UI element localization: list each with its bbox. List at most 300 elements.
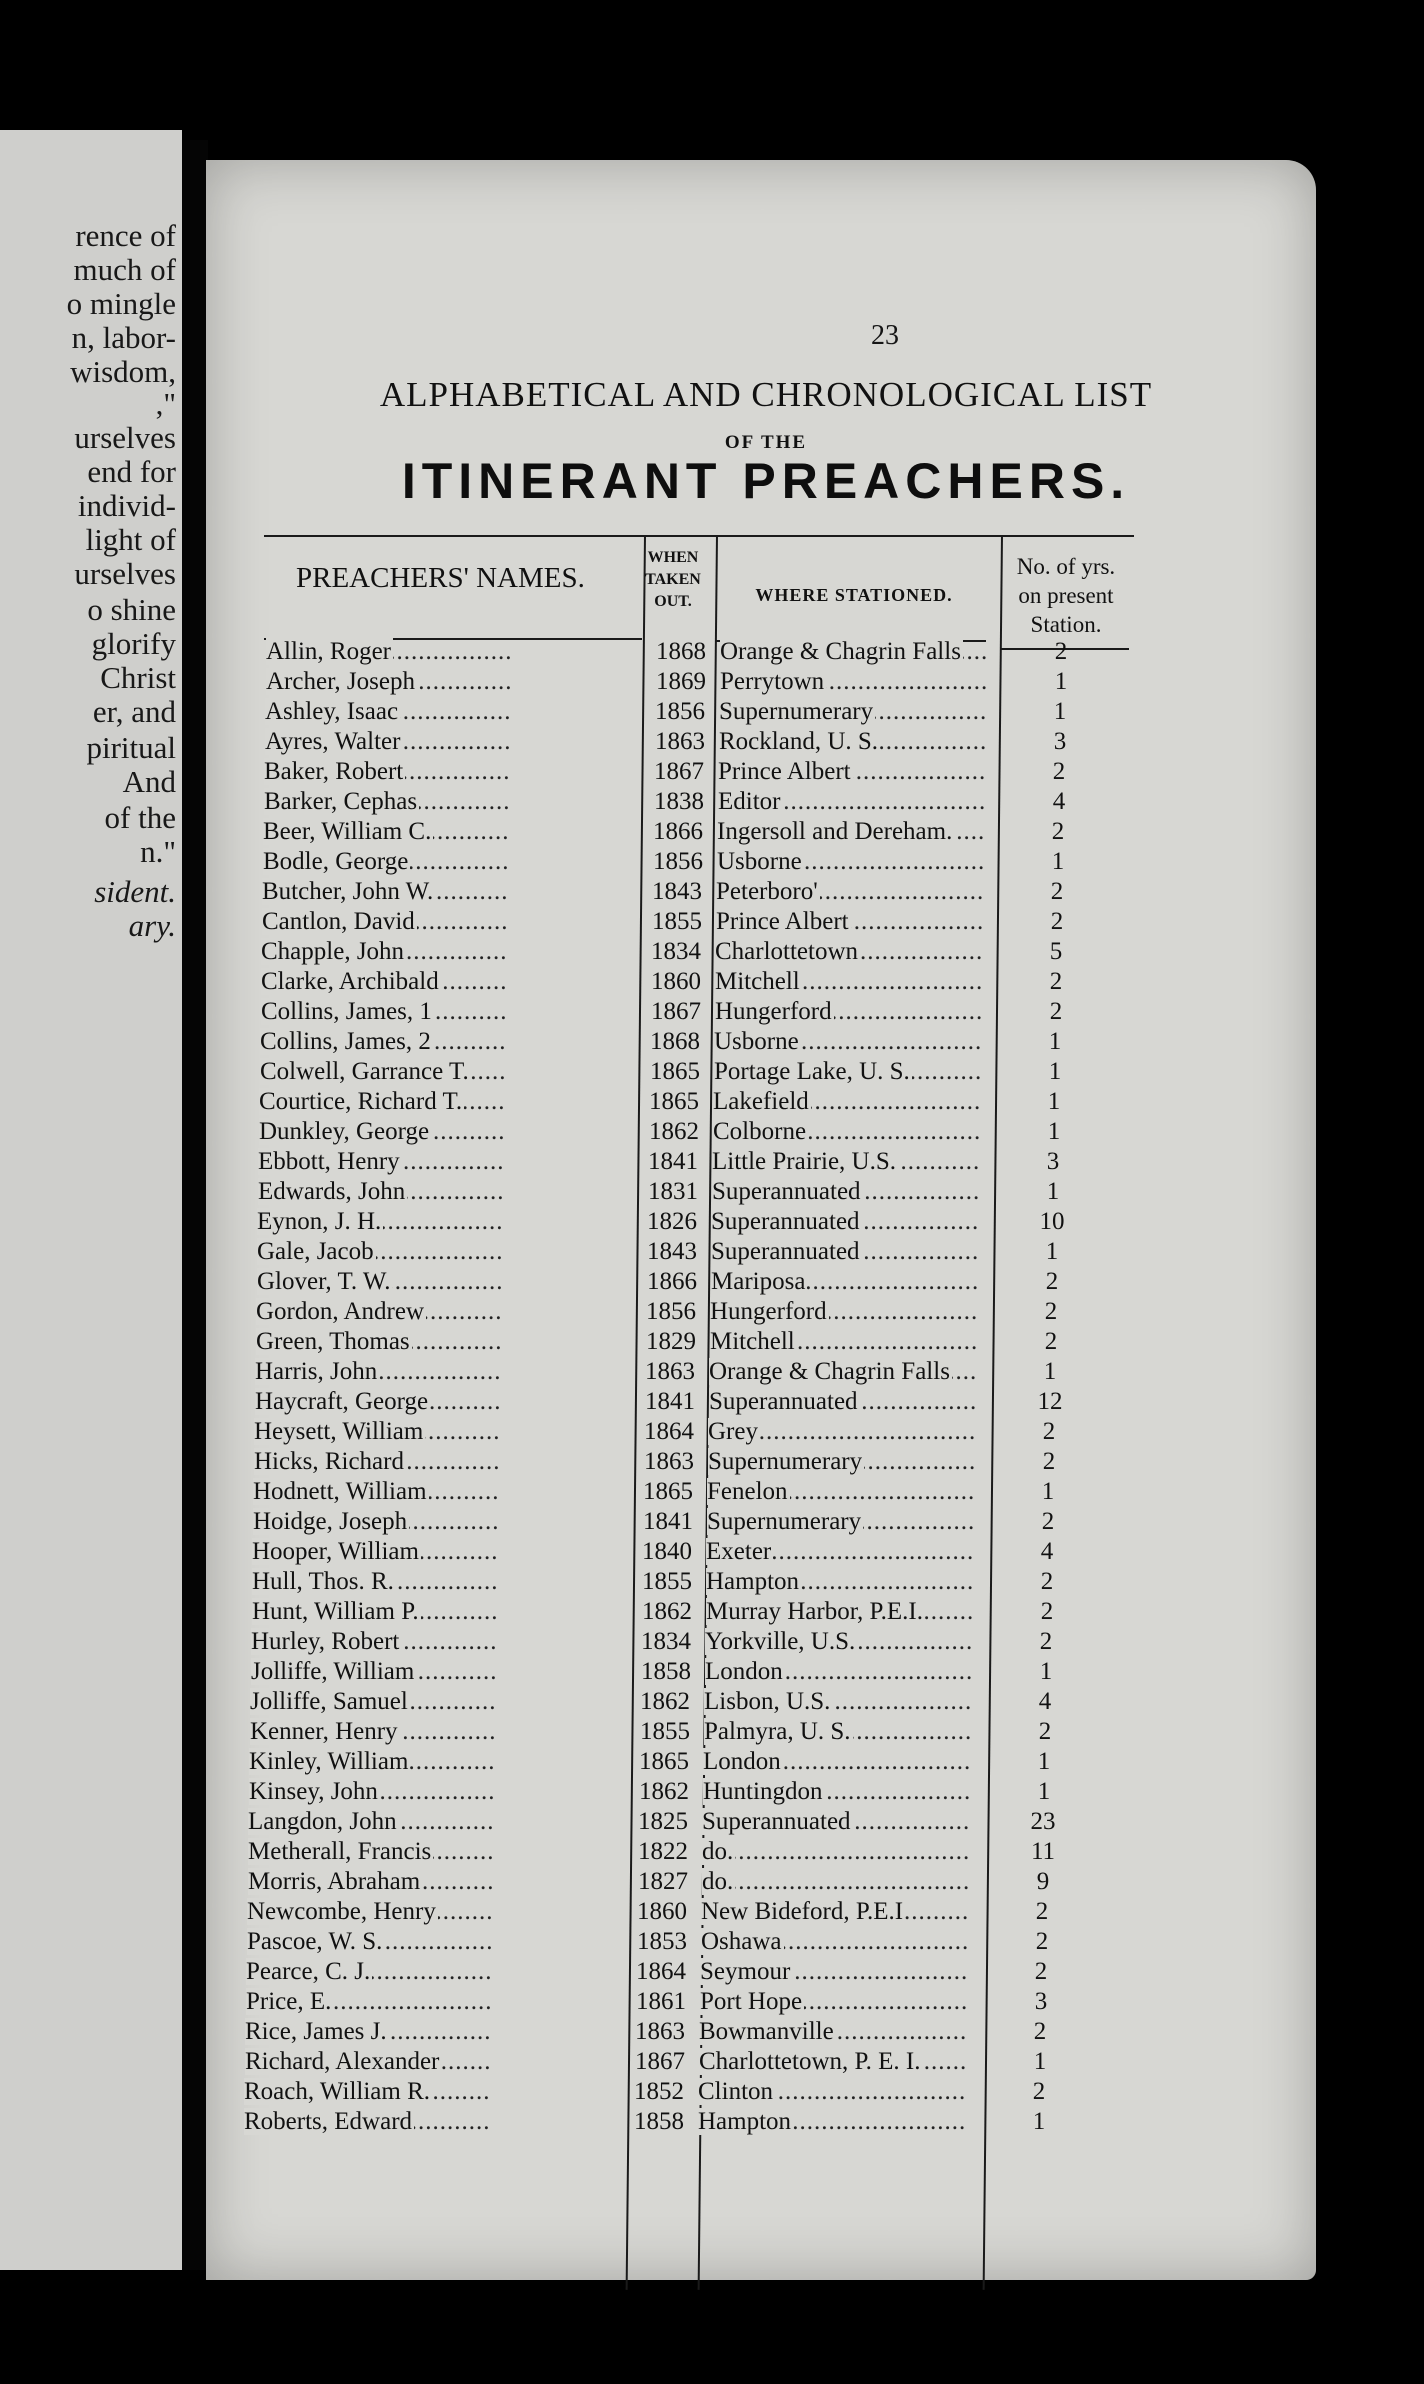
station-cell — [702, 1838, 970, 1866]
facing-page-text-fragment: ary. — [128, 908, 176, 943]
facing-page-text-fragment: piritual — [86, 730, 176, 765]
station-name: Mitchell — [715, 968, 800, 995]
station-cell — [720, 638, 988, 666]
preacher-name-cell — [249, 1748, 494, 1776]
preacher-name-cell — [244, 2078, 489, 2106]
years-on-station: 1 — [1047, 1088, 1061, 1115]
years-on-station: 4 — [1040, 1538, 1054, 1565]
preacher-name-cell — [265, 728, 510, 756]
year-taken-out: 1867 — [654, 758, 704, 785]
years-on-station: 1 — [1046, 1178, 1060, 1205]
station-cell — [710, 1328, 978, 1356]
years-on-station: 1 — [1053, 698, 1067, 725]
facing-page-text-fragment: urselves — [74, 556, 176, 591]
table-row — [206, 1928, 1206, 1958]
table-row — [206, 1238, 1206, 1268]
preacher-name: Pascoe, W. S. — [247, 1928, 383, 1955]
station-cell — [702, 1808, 970, 1836]
preacher-name-cell — [256, 1298, 501, 1326]
preacher-name: Langdon, John — [248, 1808, 397, 1835]
table-row — [206, 1988, 1206, 2018]
facing-page-text-fragment: sident. — [94, 874, 176, 909]
table-row — [206, 698, 1206, 728]
header-out: OUT. — [654, 593, 692, 610]
preacher-name-cell — [266, 638, 511, 666]
table-row — [206, 818, 1206, 848]
table-row — [206, 998, 1206, 1028]
table-row — [206, 968, 1206, 998]
preacher-name: Glover, T. W. — [257, 1268, 391, 1295]
station-cell — [712, 1178, 980, 1206]
page-heading: ITINERANT PREACHERS. — [401, 453, 1131, 509]
table-row — [206, 1268, 1206, 1298]
years-on-station: 10 — [1039, 1208, 1065, 1235]
preacher-name-cell — [259, 1118, 504, 1146]
years-on-station: 2 — [1035, 1928, 1049, 1955]
years-on-station: 1 — [1037, 1778, 1051, 1805]
preacher-name: Kinley, William — [249, 1748, 409, 1775]
year-taken-out: 1841 — [648, 1148, 698, 1175]
year-taken-out: 1838 — [654, 788, 704, 815]
preacher-name: Dunkley, George — [259, 1118, 430, 1145]
station-name: Superannuated — [709, 1388, 858, 1415]
station-cell — [710, 1298, 978, 1326]
table-row — [206, 1538, 1206, 1568]
station-name: Editor — [718, 788, 781, 815]
station-cell — [706, 1598, 974, 1626]
preacher-name: Chapple, John — [261, 938, 405, 965]
preacher-name-cell — [256, 1328, 501, 1356]
preacher-name: Colwell, Garrance T. — [260, 1058, 469, 1085]
year-taken-out: 1862 — [649, 1118, 699, 1145]
years-on-station: 2 — [1039, 1628, 1053, 1655]
table-top-rule — [264, 535, 1134, 537]
preacher-name: Baker, Robert — [264, 758, 404, 785]
years-on-station: 3 — [1034, 1988, 1048, 2015]
station-cell — [706, 1538, 974, 1566]
station-name: Usborne — [714, 1028, 799, 1055]
station-name: Supernumerary — [719, 698, 874, 725]
header-preachers-names: PREACHERS' NAMES. — [296, 562, 585, 594]
facing-page-fragment — [0, 130, 182, 2270]
station-name: Hampton — [706, 1568, 800, 1595]
year-taken-out: 1866 — [653, 818, 703, 845]
station-cell — [714, 1058, 982, 1086]
station-name: Hungerford — [710, 1298, 827, 1325]
facing-page-text-fragment: urselves — [74, 420, 176, 455]
preacher-name-cell — [252, 1598, 497, 1626]
preacher-name-cell — [248, 1868, 493, 1896]
preacher-name-cell — [264, 788, 509, 816]
preacher-name-cell — [248, 1838, 493, 1866]
station-name: London — [705, 1658, 783, 1685]
preacher-name-cell — [253, 1478, 498, 1506]
year-taken-out: 1867 — [635, 2048, 685, 2075]
preacher-name-cell — [261, 938, 506, 966]
preacher-name-cell — [250, 1688, 495, 1716]
preacher-name-cell — [265, 698, 510, 726]
preacher-name: Jolliffe, Samuel — [250, 1688, 408, 1715]
years-on-station: 2 — [1049, 998, 1063, 1025]
table-row — [206, 2018, 1206, 2048]
station-cell — [702, 1868, 970, 1896]
station-name: Yorkville, U.S. — [705, 1628, 856, 1655]
table-row — [206, 1448, 1206, 1478]
years-on-station: 2 — [1032, 2078, 1046, 2105]
station-cell — [713, 1118, 981, 1146]
station-name: Port Hope — [700, 1988, 803, 2015]
preacher-name: Hurley, Robert — [251, 1628, 400, 1655]
preacher-name: Barker, Cephas — [264, 788, 418, 815]
years-on-station: 2 — [1040, 1568, 1054, 1595]
table-row — [206, 638, 1206, 668]
table-row — [206, 1508, 1206, 1538]
station-cell — [706, 1568, 974, 1596]
station-name: Hungerford — [715, 998, 832, 1025]
years-on-station: 9 — [1036, 1868, 1050, 1895]
years-on-station: 4 — [1038, 1688, 1052, 1715]
preacher-name-cell — [260, 1028, 505, 1056]
year-taken-out: 1843 — [647, 1238, 697, 1265]
station-name: Superannuated — [711, 1238, 860, 1265]
station-cell — [708, 1418, 976, 1446]
header-when: WHEN — [647, 549, 699, 566]
years-on-station: 2 — [1044, 1298, 1058, 1325]
preacher-name-cell — [258, 1148, 503, 1176]
station-name: Fenelon — [707, 1478, 788, 1505]
preacher-name: Kinsey, John — [249, 1778, 378, 1805]
preacher-name: Collins, James, 2 — [260, 1028, 431, 1055]
table-row — [206, 1088, 1206, 1118]
preacher-name: Jolliffe, William — [251, 1658, 415, 1685]
facing-page-text-fragment: n." — [140, 834, 176, 869]
years-on-station: 2 — [1051, 818, 1065, 845]
station-cell — [714, 1028, 982, 1056]
table-row — [206, 788, 1206, 818]
preacher-name-cell — [262, 908, 507, 936]
station-cell — [716, 908, 984, 936]
year-taken-out: 1856 — [646, 1298, 696, 1325]
preacher-name: Gordon, Andrew — [256, 1298, 425, 1325]
preacher-name-cell — [252, 1568, 497, 1596]
station-name: Seymour — [700, 1958, 791, 1985]
preacher-name: Newcombe, Henry — [247, 1898, 436, 1925]
years-on-station: 1 — [1043, 1358, 1057, 1385]
preacher-name: Morris, Abraham — [248, 1868, 421, 1895]
years-on-station: 1 — [1039, 1658, 1053, 1685]
header-years-line3: Station. — [1030, 612, 1102, 637]
preacher-name: Hicks, Richard — [254, 1448, 404, 1475]
years-on-station: 2 — [1049, 968, 1063, 995]
years-on-station: 11 — [1030, 1838, 1056, 1865]
table-row — [206, 1568, 1206, 1598]
year-taken-out: 1864 — [636, 1958, 686, 1985]
preacher-name-cell — [254, 1418, 499, 1446]
station-name: do. — [702, 1838, 734, 1865]
facing-page-text-fragment: Christ — [100, 660, 176, 695]
document-page — [206, 160, 1316, 2280]
station-name: Charlottetown, P. E. I. — [699, 2048, 921, 2075]
station-cell — [699, 2048, 967, 2076]
facing-page-text-fragment: wisdom, — [70, 354, 176, 389]
station-cell — [713, 1088, 981, 1116]
station-cell — [699, 2018, 967, 2046]
year-taken-out: 1852 — [634, 2078, 684, 2105]
table-row — [206, 1178, 1206, 1208]
station-name: Lisbon, U.S. — [704, 1688, 831, 1715]
year-taken-out: 1825 — [638, 1808, 688, 1835]
table-row — [206, 1958, 1206, 1988]
facing-page-text-fragment: glorify — [91, 626, 176, 661]
preacher-name: Metherall, Francis — [248, 1838, 432, 1865]
year-taken-out: 1855 — [652, 908, 702, 935]
table-row — [206, 878, 1206, 908]
year-taken-out: 1822 — [638, 1838, 688, 1865]
preacher-name-cell — [257, 1268, 502, 1296]
preacher-name: Cantlon, David — [262, 908, 415, 935]
years-on-station: 23 — [1030, 1808, 1056, 1835]
header-where-stationed: WHERE STATIONED. — [755, 585, 953, 605]
station-cell — [701, 1928, 969, 1956]
preacher-name-cell — [251, 1628, 496, 1656]
table-row — [206, 1748, 1206, 1778]
year-taken-out: 1840 — [642, 1538, 692, 1565]
table-row — [206, 1898, 1206, 1928]
station-cell — [707, 1508, 975, 1536]
station-cell — [703, 1778, 971, 1806]
station-cell — [704, 1688, 972, 1716]
year-taken-out: 1862 — [640, 1688, 690, 1715]
facing-page-text-fragment: of the — [104, 800, 176, 835]
preacher-name-cell — [254, 1448, 499, 1476]
station-cell — [711, 1268, 979, 1296]
facing-page-text-fragment: much of — [73, 252, 176, 287]
book-spine-shadow — [182, 140, 208, 2270]
facing-page-text-fragment: o shine — [87, 592, 176, 627]
facing-page-text-fragment: end for — [87, 454, 176, 489]
preacher-name: Hull, Thos. R. — [252, 1568, 394, 1595]
preacher-name-cell — [261, 968, 506, 996]
year-taken-out: 1861 — [636, 1988, 686, 2015]
year-taken-out: 1855 — [642, 1568, 692, 1595]
preacher-name-cell — [245, 2048, 490, 2076]
preacher-name-cell — [255, 1388, 500, 1416]
table-row — [206, 1658, 1206, 1688]
facing-page-text-fragment: And — [122, 764, 176, 799]
preacher-name-cell — [257, 1208, 502, 1236]
preacher-name: Collins, James, 1 — [261, 998, 432, 1025]
preacher-name: Archer, Joseph — [266, 668, 415, 695]
station-name: Superannuated — [712, 1178, 861, 1205]
years-on-station: 1 — [1054, 668, 1068, 695]
year-taken-out: 1863 — [655, 728, 705, 755]
years-on-station: 2 — [1040, 1598, 1054, 1625]
year-taken-out: 1826 — [647, 1208, 697, 1235]
station-name: Supernumerary — [708, 1448, 863, 1475]
preacher-name-cell — [250, 1718, 495, 1746]
years-on-station: 1 — [1047, 1118, 1061, 1145]
station-name: Clinton — [698, 2078, 774, 2105]
table-row — [206, 908, 1206, 938]
preacher-name: Green, Thomas — [256, 1328, 410, 1355]
station-name: Grey — [708, 1418, 758, 1445]
station-cell — [717, 848, 985, 876]
station-name: Superannuated — [702, 1808, 851, 1835]
station-name: Oshawa — [701, 1928, 782, 1955]
station-name: Prince Albert — [718, 758, 851, 785]
station-cell — [698, 2108, 966, 2136]
preacher-name: Gale, Jacob — [257, 1238, 374, 1265]
station-cell — [715, 968, 983, 996]
table-row — [206, 1598, 1206, 1628]
table-row — [206, 1358, 1206, 1388]
preacher-name: Price, E. — [246, 1988, 332, 2015]
table-row — [206, 758, 1206, 788]
station-name: Perrytown — [720, 668, 825, 695]
station-cell — [705, 1628, 973, 1656]
station-name: Palmyra, U. S. — [704, 1718, 851, 1745]
table-row — [206, 728, 1206, 758]
years-on-station: 2 — [1052, 758, 1066, 785]
station-name: Ingersoll and Dereham. — [717, 818, 953, 845]
preacher-name: Haycraft, George — [255, 1388, 429, 1415]
station-cell — [701, 1898, 969, 1926]
preacher-name-cell — [248, 1808, 493, 1836]
year-taken-out: 1834 — [641, 1628, 691, 1655]
preacher-name: Ashley, Isaac — [265, 698, 399, 725]
table-row — [206, 1208, 1206, 1238]
page-title: ALPHABETICAL AND CHRONOLOGICAL LIST — [379, 375, 1153, 414]
station-name: Bowmanville — [699, 2018, 834, 2045]
years-on-station: 1 — [1041, 1478, 1055, 1505]
table-row — [206, 2078, 1206, 2108]
facing-page-text-fragment: er, and — [92, 694, 176, 729]
year-taken-out: 1834 — [651, 938, 701, 965]
station-name: Prince Albert — [716, 908, 849, 935]
preacher-name: Hoidge, Joseph — [253, 1508, 408, 1535]
preacher-name-cell — [260, 1058, 505, 1086]
station-cell — [700, 1958, 968, 1986]
station-cell — [711, 1208, 979, 1236]
facing-page-text-fragment: n, labor- — [71, 320, 176, 355]
table-row — [206, 1838, 1206, 1868]
station-name: Peterboro' — [716, 878, 818, 905]
table-row — [206, 1718, 1206, 1748]
year-taken-out: 1858 — [634, 2108, 684, 2135]
facing-page-text-fragment: individ- — [77, 488, 176, 523]
preacher-name-cell — [263, 848, 508, 876]
year-taken-out: 1853 — [637, 1928, 687, 1955]
dot-leader — [702, 1868, 970, 1896]
station-cell — [718, 788, 986, 816]
years-on-station: 2 — [1042, 1448, 1056, 1475]
station-cell — [704, 1718, 972, 1746]
table-row — [206, 1418, 1206, 1448]
station-name: Rockland, U. S. — [719, 728, 879, 755]
table-row — [206, 938, 1206, 968]
year-taken-out: 1868 — [650, 1028, 700, 1055]
preacher-name: Edwards, John — [258, 1178, 406, 1205]
preacher-name-cell — [252, 1538, 497, 1566]
preacher-name: Clarke, Archibald — [261, 968, 439, 995]
station-name: Mariposa — [711, 1268, 806, 1295]
preacher-name-cell — [255, 1358, 500, 1386]
years-on-station: 2 — [1050, 878, 1064, 905]
table-row — [206, 2108, 1206, 2138]
preacher-name: Beer, William C. — [263, 818, 432, 845]
table-row — [206, 1148, 1206, 1178]
table-row — [206, 1868, 1206, 1898]
preacher-name: Ayres, Walter — [265, 728, 401, 755]
station-cell — [707, 1478, 975, 1506]
preacher-name-cell — [266, 668, 511, 696]
years-on-station: 1 — [1033, 2048, 1047, 2075]
years-on-station: 2 — [1035, 1898, 1049, 1925]
station-name: Mitchell — [710, 1328, 795, 1355]
table-row — [206, 1808, 1206, 1838]
year-taken-out: 1864 — [644, 1418, 694, 1445]
year-taken-out: 1862 — [642, 1598, 692, 1625]
years-on-station: 5 — [1049, 938, 1063, 965]
preacher-name-cell — [258, 1178, 503, 1206]
preacher-name-cell — [261, 998, 506, 1026]
year-taken-out: 1868 — [656, 638, 706, 665]
station-cell — [719, 728, 987, 756]
station-name: Orange & Chagrin Falls — [720, 638, 961, 665]
preacher-name-cell — [253, 1508, 498, 1536]
facing-page-text-fragment: light of — [85, 522, 176, 557]
station-name: do. — [702, 1868, 734, 1895]
page-subtitle-connector: OF THE — [724, 432, 808, 453]
years-on-station: 2 — [1038, 1718, 1052, 1745]
preacher-name-cell — [251, 1658, 496, 1686]
preacher-name-cell — [246, 1988, 491, 2016]
year-taken-out: 1831 — [648, 1178, 698, 1205]
years-on-station: 1 — [1032, 2108, 1046, 2135]
facing-page-text-fragment: o mingle — [66, 286, 176, 321]
years-on-station: 1 — [1051, 848, 1065, 875]
station-cell — [720, 668, 988, 696]
station-name: London — [703, 1748, 781, 1775]
table-row — [206, 1328, 1206, 1358]
years-on-station: 1 — [1045, 1238, 1059, 1265]
station-cell — [715, 938, 983, 966]
station-cell — [717, 818, 985, 846]
header-when-taken-out — [638, 547, 708, 613]
years-on-station: 2 — [1041, 1508, 1055, 1535]
preacher-name: Butcher, John W. — [262, 878, 434, 905]
station-name: Exeter — [706, 1538, 772, 1565]
table-row — [206, 1688, 1206, 1718]
year-taken-out: 1855 — [640, 1718, 690, 1745]
preacher-name-cell — [263, 818, 508, 846]
preacher-name-cell — [264, 758, 509, 786]
year-taken-out: 1866 — [647, 1268, 697, 1295]
preacher-name: Heysett, William — [254, 1418, 424, 1445]
header-years-line2: on present — [1018, 583, 1114, 608]
preacher-name-cell — [246, 1958, 491, 1986]
preacher-name: Kenner, Henry — [250, 1718, 398, 1745]
years-on-station: 3 — [1053, 728, 1067, 755]
preacher-name: Pearce, C. J. — [246, 1958, 371, 1985]
table-row — [206, 1628, 1206, 1658]
year-taken-out: 1867 — [651, 998, 701, 1025]
preacher-name: Harris, John — [255, 1358, 378, 1385]
station-name: Portage Lake, U. S. — [714, 1058, 910, 1085]
preacher-name-cell — [245, 2018, 490, 2046]
preacher-name: Hooper, William — [252, 1538, 419, 1565]
station-cell — [698, 2078, 966, 2106]
